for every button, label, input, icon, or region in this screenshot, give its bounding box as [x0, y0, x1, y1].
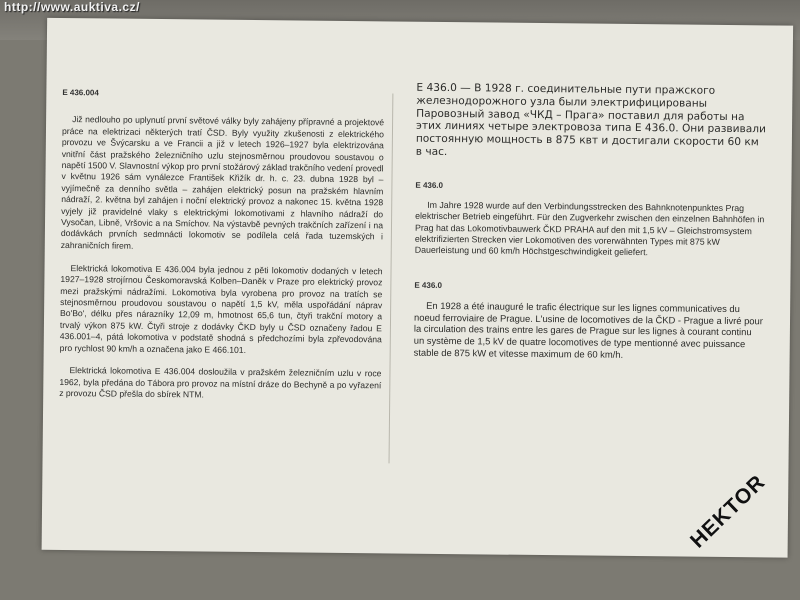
column-divider: [389, 93, 394, 463]
german-text: Im Jahre 1928 wurde auf den Verbindungsstrecken des Bahnknotenpunktes Prag elektrischer Betrieb eingeführt. Für den Zugverkehr zwischen den einzelnen Bahnhöfen in Prag hat das Lokomotivbauwerk ČKD PRAHA auf den mit 1,5 kV – Gleichstromsystem elektrifizierten Strecken vier Lokomotiven des vorerwähnten Types mit 875 kW Dauerleistung und 60 km/h Höchstgeschwindigkeit geliefert.: [414, 199, 765, 258]
czech-column: [59, 88, 384, 414]
german-title: E 436.0: [415, 180, 444, 190]
czech-text: [59, 103, 384, 414]
french-text: En 1928 a été inauguré le trafic électrique sur les lignes communicatives du noeud ferroviaire de Prague. L'usine de locomotives de la ČKD - Prague a livré pour la circulation des trains entre les gares de Prague sur les lignes à courant continu un système de 1,5 kV de quatre locomotives de type mentionné avec puissance stable de 875 kW et vitesse maximum de 60 km/h.: [413, 299, 763, 360]
locomotive-code: E 436.004: [62, 87, 99, 98]
translations-column: [413, 82, 766, 386]
french-title: E 436.0: [414, 280, 443, 290]
russian-text: E 436.0 — В 1928 г. соединительные пути пражского железнодорожного узла были электрифицированы Паровозный завод «ЧКД – Прага» поставил для работы на этих линиях четыре электровоза типа Е 436.0. Они развивали постоянную мощность в 875 квт и достигали скорости 60 км в час.: [415, 81, 766, 159]
czech-paragraph-3: Elektrická lokomotiva E 436.004 dosloužila v pražském železničním uzlu v roce 1962, byla předána do Tábora pro provoz na místní dráze do Bechyně a po vyřazení z provozu ČSD přešla do sbírek NTM.: [59, 365, 382, 400]
czech-paragraph-1: Již nedlouho po uplynutí první světové války byly zahájeny přípravné a projektové práce na elektrizaci některých tratí ČSD. Byly využity zkušenosti z elektrického provozu ve Švýcarsku a ve Francii a již v letech 1926–1927 byla elektrizována vnitřní část pražského železničního uzlu stejnosměrnou proudovou soustavou o napětí 1500 V. Slavnostní výkop pro první stožárový základ trakčního vedení provedl v květnu 1926 sám vynálezce František Křižík dr. h. c. 23. dubna 1928 byl – vyjímečně za denního světla – zahájen elektrický posun na pražském hlavním nádraží, 2. května byl zahájen i noční elektrický provoz a nakonec 15. května 1928 vyjely již pravidelné vlaky s elektrickými lokomotivami z hlavního nádraží do Vysočan, Libně, Vršovic a na Smíchov. Na výstavbě pevných trakčních zařízení i na dodávkách prvních sedmnácti lokomotiv se podílela celá řada tuzemských i zahraničních firem.: [60, 114, 385, 251]
hektor-seal: HEKTOR: [686, 470, 770, 553]
czech-paragraph-2: Elektrická lokomotiva E 436.004 byla jednou z pěti lokomotiv dodaných v letech 1927–1928 strojírnou Českomoravská Kolben–Daněk v Praze pro elektrický provoz mezi pražskými nádražími. Lokomotiva byla vyrobena pro provoz na tratích se stejnosměrnou proudovou soustavou o napětí 1,5 kV, měla uspořádání náprav Bo'Bo', délku přes nárazníky 12,09 m, hmotnost 65,6 tun, čtyři trakční motory a trvalý výkon 875 kW. Čtyři stroje z dodávky ČKD byly u ČSD označeny řadou E 436.001–4, pátá lokomotiva v podstatě shodná s předchozími byla zpřevodována pro rychlost 90 km/h a označena jako E 466.101.: [59, 262, 383, 355]
watermark-url: http://www.auktiva.cz/: [4, 0, 140, 14]
postcard-back: [42, 18, 794, 558]
